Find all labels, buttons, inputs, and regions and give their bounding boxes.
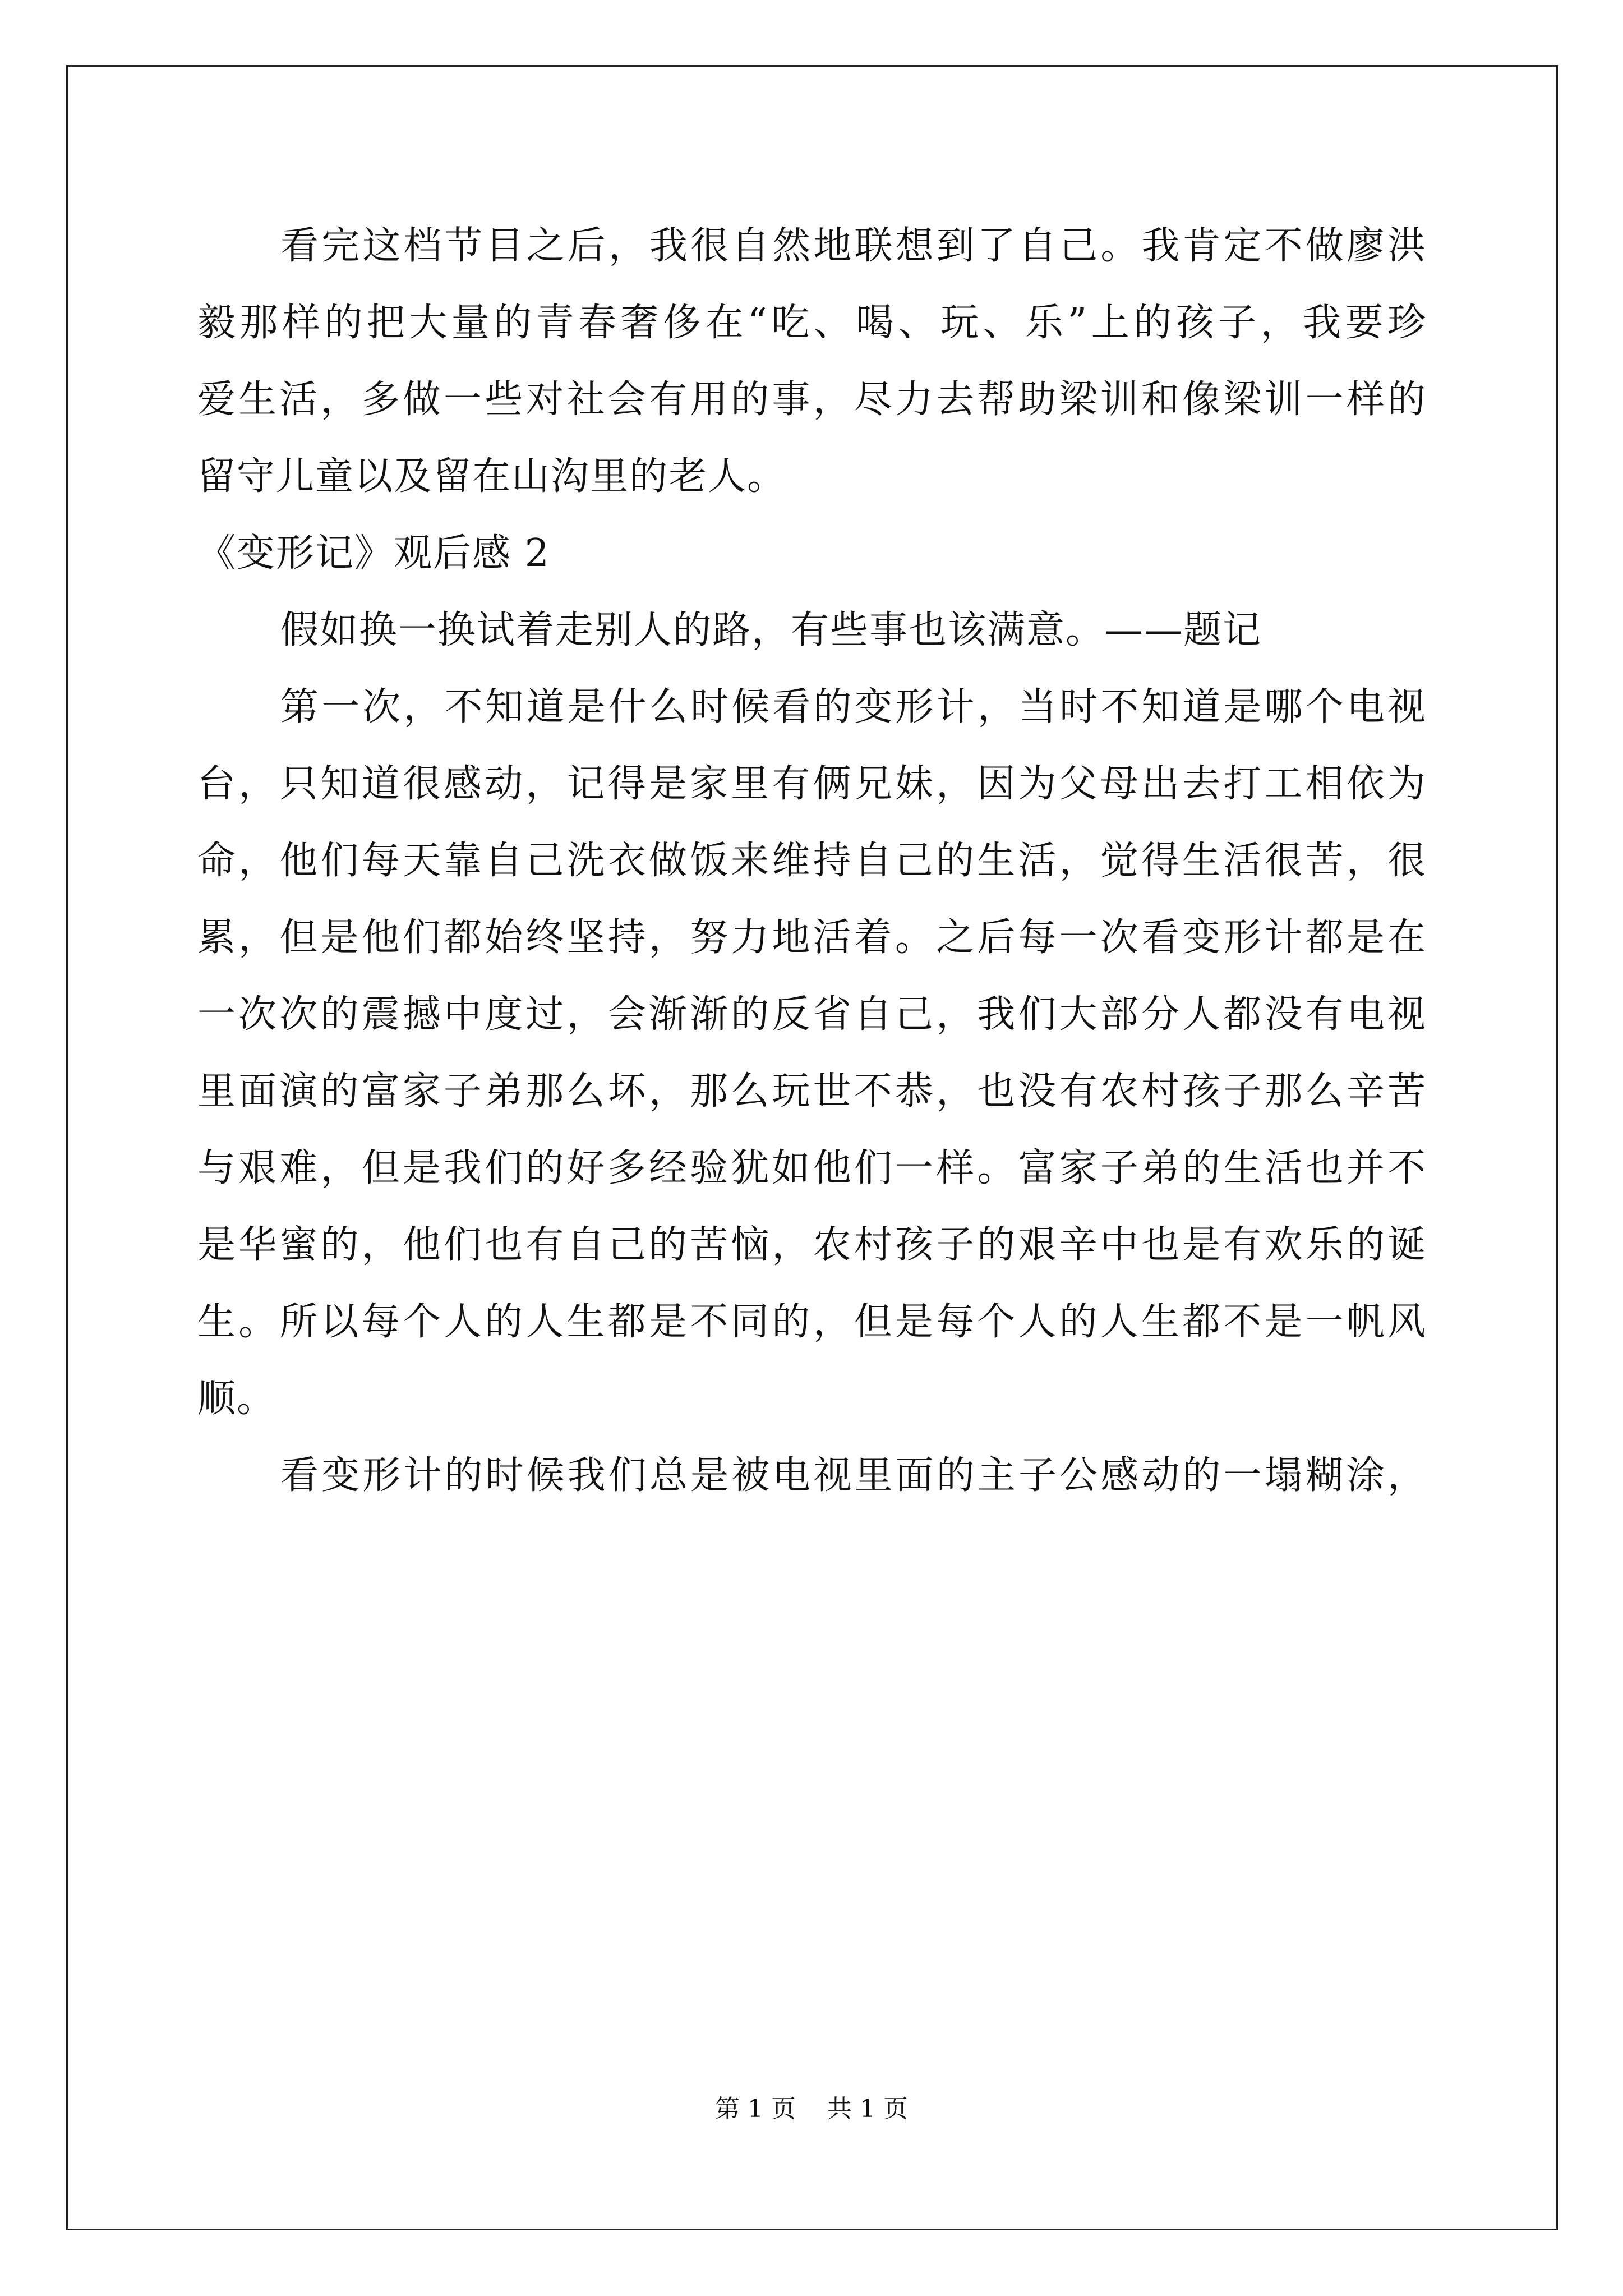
text-line: 台，只知道很感动，记得是家里有俩兄妹，因为父母出去打工相依为 xyxy=(197,762,1427,806)
page-number: 第 1 页 xyxy=(715,2095,796,2123)
text-line: 看变形计的时候我们总是被电视里面的主子公感动的一塌糊涂， xyxy=(280,1453,1427,1498)
text-line: 毅那样的把大量的青春奢侈在“吃、喝、玩、乐”上的孩子，我要珍 xyxy=(197,301,1427,345)
text-line: 顺。 xyxy=(197,1377,276,1421)
document-body xyxy=(197,208,1427,1514)
page-total: 共 1 页 xyxy=(827,2095,908,2123)
text-line: 假如换一换试着走别人的路，有些事也该满意。——题记 xyxy=(280,608,1262,652)
text-line: 一次次的震撼中度过，会渐渐的反省自己，我们大部分人都没有电视 xyxy=(197,992,1427,1037)
page-footer xyxy=(0,2092,1623,2126)
text-line: 与艰难，但是我们的好多经验犹如他们一样。富家子弟的生活也并不 xyxy=(197,1146,1427,1190)
section-heading: 《变形记》观后感 2 xyxy=(197,531,550,576)
text-line: 命，他们每天靠自己洗衣做饭来维持自己的生活，觉得生活很苦，很 xyxy=(197,839,1427,883)
text-line: 累，但是他们都始终坚持，努力地活着。之后每一次看变形计都是在 xyxy=(197,915,1427,960)
text-line: 是华蜜的，他们也有自己的苦恼，农村孩子的艰辛中也是有欢乐的诞 xyxy=(197,1223,1427,1267)
text-line: 里面演的富家子弟那么坏，那么玩世不恭，也没有农村孩子那么辛苦 xyxy=(197,1069,1427,1114)
text-line: 爱生活，多做一些对社会有用的事，尽力去帮助梁训和像梁训一样的 xyxy=(197,378,1427,422)
text-line: 生。所以每个人的人生都是不同的，但是每个人的人生都不是一帆风 xyxy=(197,1300,1427,1344)
text-line: 留守儿童以及留在山沟里的老人。 xyxy=(197,454,787,499)
text-line: 第一次，不知道是什么时候看的变形计，当时不知道是哪个电视 xyxy=(280,685,1427,729)
text-line: 看完这档节目之后，我很自然地联想到了自己。我肯定不做廖洪 xyxy=(280,224,1427,268)
